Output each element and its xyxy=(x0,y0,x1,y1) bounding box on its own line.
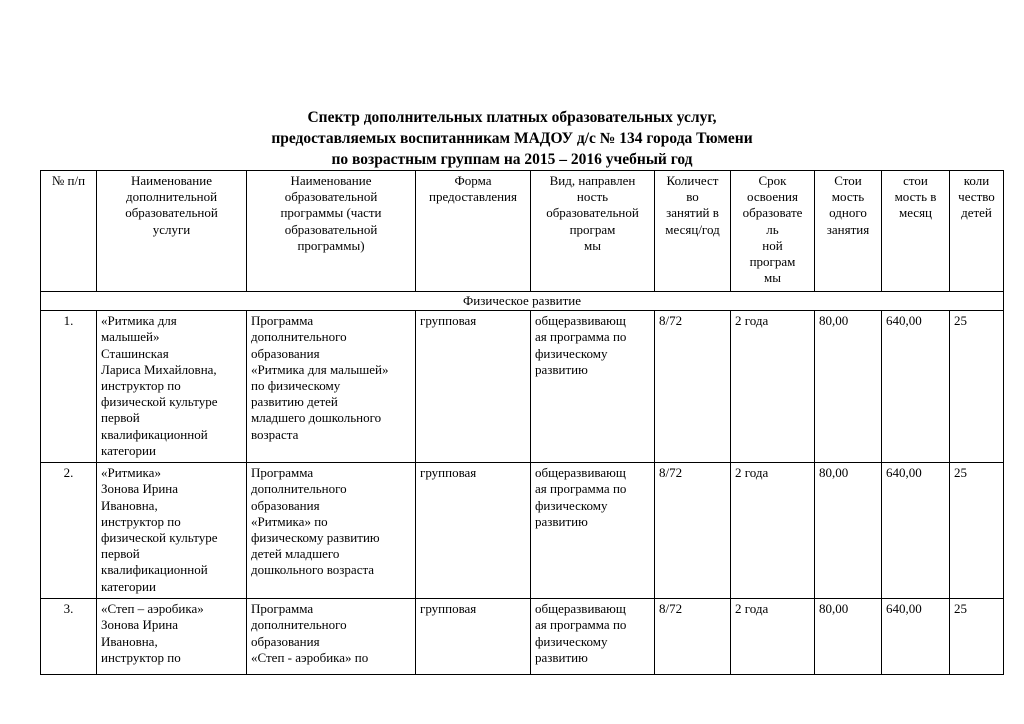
cell-program: Программа дополнительного образования «Ритмика» по физическому развитию детей младшего дошкольного возраста xyxy=(247,463,416,599)
cell-children: 25 xyxy=(950,599,1004,675)
table-row xyxy=(41,463,1004,599)
cell-form: групповая xyxy=(416,463,531,599)
cell-service: «Ритмика» Зонова Ирина Ивановна, инструктор по физической культуре первой квалификационной категории xyxy=(97,463,247,599)
cell-num: 3. xyxy=(41,599,97,675)
cell-program: Программа дополнительного образования «Ритмика для малышей» по физическому развитию детей младшего дошкольного возраста xyxy=(247,311,416,463)
cell-type: общеразвивающ ая программа по физическому развитию xyxy=(531,599,655,675)
table-row xyxy=(41,311,1004,463)
header-children: коли чество детей xyxy=(950,171,1004,292)
cell-price-month: 640,00 xyxy=(882,599,950,675)
cell-num: 1. xyxy=(41,311,97,463)
header-price-month: стои мость в месяц xyxy=(882,171,950,292)
header-price-lesson: Стои мость одного занятия xyxy=(815,171,882,292)
section-row xyxy=(41,292,1004,311)
cell-price-lesson: 80,00 xyxy=(815,599,882,675)
document-title xyxy=(0,107,1024,170)
cell-type: общеразвивающ ая программа по физическому развитию xyxy=(531,311,655,463)
title-line-2: предоставляемых воспитанникам МАДОУ д/с № 134 города Тюмени xyxy=(271,130,753,147)
cell-form: групповая xyxy=(416,311,531,463)
title-line-1: Спектр дополнительных платных образовательных услуг, xyxy=(307,109,717,126)
cell-price-month: 640,00 xyxy=(882,463,950,599)
section-title: Физическое развитие xyxy=(41,292,1004,311)
cell-price-lesson: 80,00 xyxy=(815,463,882,599)
cell-program: Программа дополнительного образования «Степ - аэробика» по xyxy=(247,599,416,675)
cell-count: 8/72 xyxy=(655,599,731,675)
cell-service: «Степ – аэробика» Зонова Ирина Ивановна, инструктор по xyxy=(97,599,247,675)
header-program: Наименование образовательной программы (части образовательной программы) xyxy=(247,171,416,292)
cell-price-lesson: 80,00 xyxy=(815,311,882,463)
header-num: № п/п xyxy=(41,171,97,292)
cell-term: 2 года xyxy=(731,311,815,463)
table-header-row xyxy=(41,171,1004,292)
header-form: Форма предоставления xyxy=(416,171,531,292)
header-term: Срок освоения образовате ль ной програм мы xyxy=(731,171,815,292)
cell-term: 2 года xyxy=(731,599,815,675)
header-type: Вид, направлен ность образовательной програм мы xyxy=(531,171,655,292)
header-count: Количест во занятий в месяц/год xyxy=(655,171,731,292)
cell-children: 25 xyxy=(950,463,1004,599)
cell-form: групповая xyxy=(416,599,531,675)
cell-children: 25 xyxy=(950,311,1004,463)
cell-term: 2 года xyxy=(731,463,815,599)
cell-count: 8/72 xyxy=(655,463,731,599)
table-row xyxy=(41,599,1004,675)
cell-count: 8/72 xyxy=(655,311,731,463)
cell-price-month: 640,00 xyxy=(882,311,950,463)
cell-num: 2. xyxy=(41,463,97,599)
cell-service: «Ритмика для малышей» Сташинская Лариса Михайловна, инструктор по физической культуре первой квалификационной категории xyxy=(97,311,247,463)
cell-type: общеразвивающ ая программа по физическому развитию xyxy=(531,463,655,599)
header-service: Наименование дополнительной образовательной услуги xyxy=(97,171,247,292)
title-line-3: по возрастным группам на 2015 – 2016 учебный год xyxy=(331,151,693,168)
services-table xyxy=(40,170,1004,675)
